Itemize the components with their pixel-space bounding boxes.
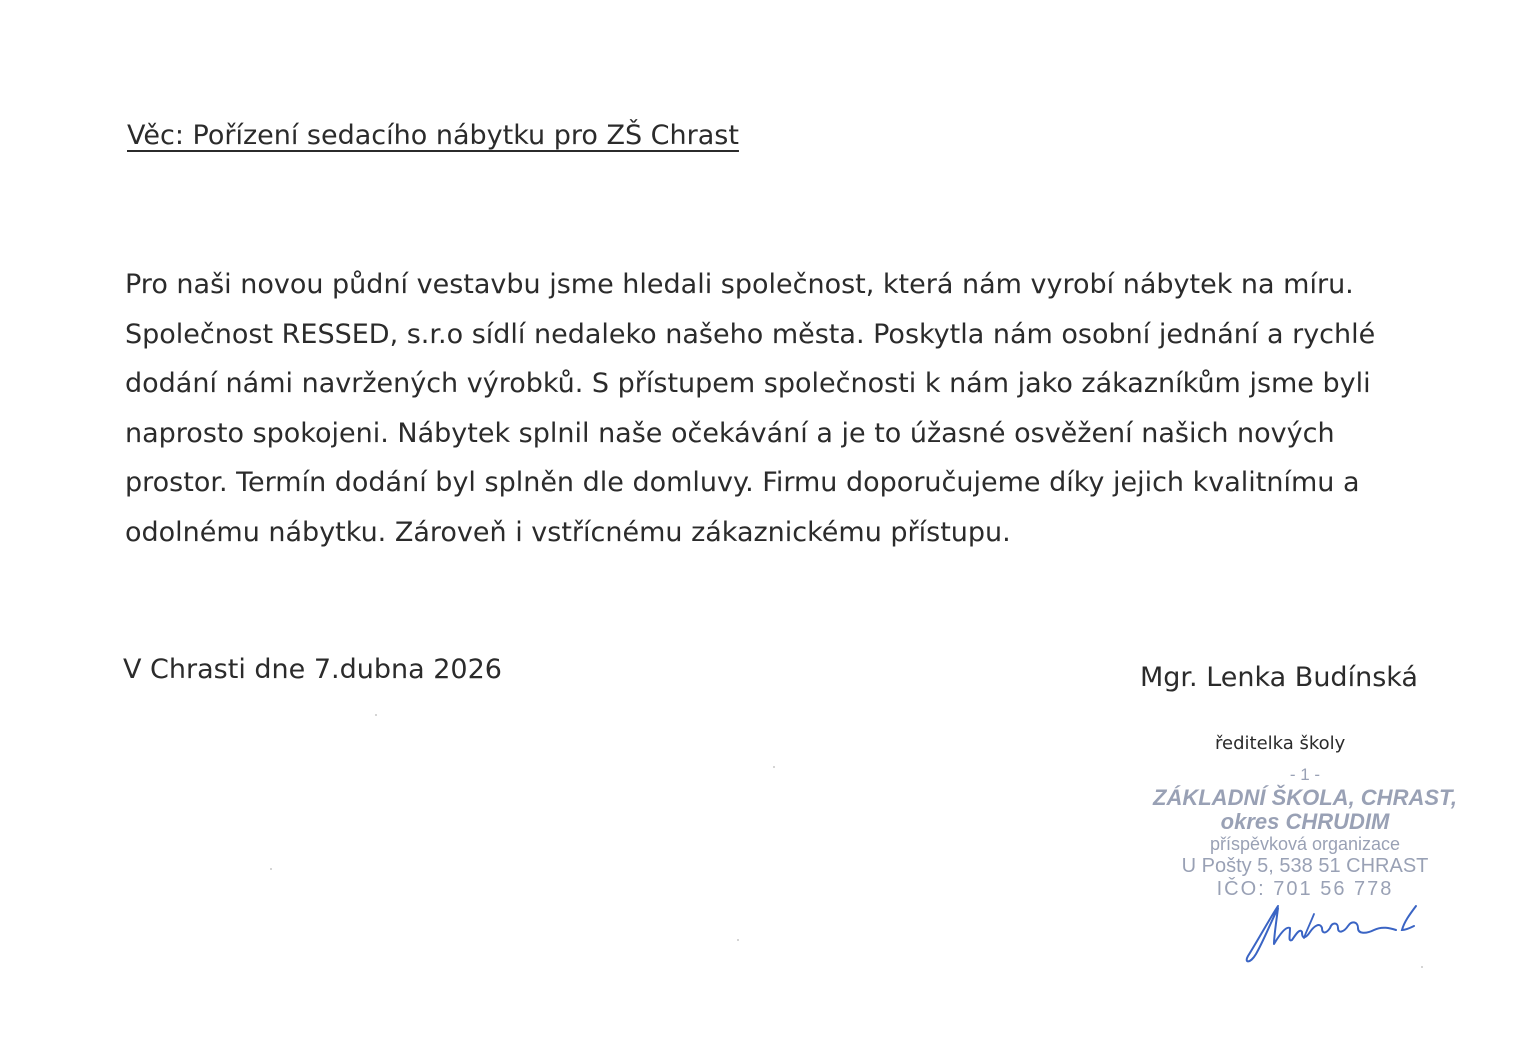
body-line: naprosto spokojeni. Nábytek splnil naše očekávání a je to úžasné osvěžení našich nových xyxy=(125,417,1335,449)
scan-speck xyxy=(773,766,775,768)
stamp-address: U Pošty 5, 538 51 CHRAST xyxy=(1181,855,1429,877)
stamp-school-name: ZÁKLADNÍ ŠKOLA, CHRAST, xyxy=(1153,785,1457,810)
stamp-company-id: IČO: 701 56 778 xyxy=(1216,878,1394,900)
stamp-organization-type: příspěvková organizace xyxy=(1209,834,1401,854)
scan-speck xyxy=(737,939,739,941)
stamp-district: okres CHRUDIM xyxy=(1220,809,1390,834)
place-and-date: V Chrasti dne 7.dubna 2026 xyxy=(123,654,502,685)
letter-subject: Věc: Pořízení sedacího nábytku pro ZŠ Chrast xyxy=(127,120,739,151)
scan-speck xyxy=(1421,966,1423,968)
handwritten-signature xyxy=(1240,888,1440,968)
body-line: Pro naši novou půdní vestavbu jsme hledali společnost, která nám vyrobí nábytek na míru. xyxy=(125,269,1354,300)
body-line: Společnost RESSED, s.r.o sídlí nedaleko našeho města. Poskytla nám osobní jednání a rychlé xyxy=(125,318,1376,350)
signer-name: Mgr. Lenka Budínská xyxy=(1140,662,1418,693)
body-line: odolnému nábytku. Zároveň i vstřícnému zákaznickému přístupu. xyxy=(125,516,1011,548)
scan-speck xyxy=(375,714,377,716)
stamp-number: - 1 - xyxy=(1289,765,1321,784)
scan-speck xyxy=(270,868,272,870)
body-line: dodání námi navržených výrobků. S přístupem společnosti k nám jako zákazníkům jsme byli xyxy=(125,368,1371,399)
letter-body xyxy=(125,260,1450,557)
body-line: prostor. Termín dodání byl splněn dle domluvy. Firmu doporučujeme díky jejich kvalitnímu a xyxy=(125,467,1360,498)
signer-role: ředitelka školy xyxy=(1215,733,1346,754)
